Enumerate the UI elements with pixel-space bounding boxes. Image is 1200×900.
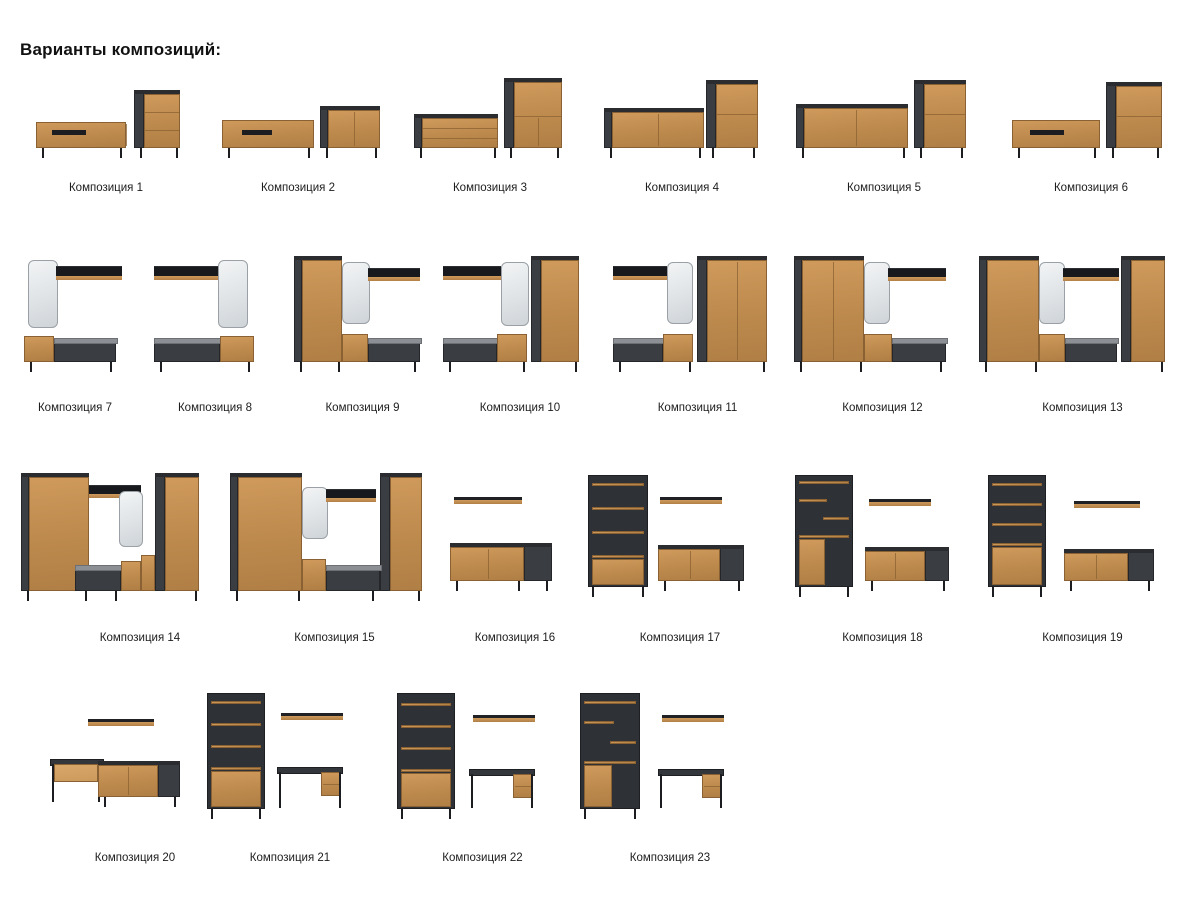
- composition-cell-22[interactable]: [385, 690, 580, 864]
- composition-cell-10[interactable]: [435, 255, 605, 414]
- composition-cell-6[interactable]: [1000, 70, 1182, 194]
- composition-label-14: Композиция 14: [99, 632, 181, 644]
- wall-shelf: [660, 497, 722, 505]
- composition-label-20: Композиция 20: [94, 852, 176, 864]
- composition-label-18: Композиция 18: [842, 632, 923, 644]
- composition-cell-5[interactable]: [788, 70, 980, 194]
- wall-shelf: [88, 719, 154, 727]
- mirror-panel: [302, 487, 328, 539]
- composition-thumb-1: [20, 70, 192, 180]
- composition-thumb-4: [596, 70, 768, 180]
- composition-thumb-11: [605, 255, 790, 400]
- composition-cell-2[interactable]: [212, 70, 384, 194]
- composition-thumb-2: [212, 70, 384, 180]
- composition-label-9: Композиция 9: [325, 402, 400, 414]
- wall-shelf: [1074, 501, 1140, 509]
- composition-cell-11[interactable]: [605, 255, 790, 414]
- composition-label-23: Композиция 23: [629, 852, 711, 864]
- composition-label-11: Композиция 11: [657, 402, 738, 414]
- composition-thumb-10: [435, 255, 605, 400]
- mirror-panel: [1039, 262, 1065, 324]
- composition-cell-16[interactable]: [440, 470, 590, 644]
- compositions-row-4: [0, 690, 1200, 865]
- mirror-panel: [119, 491, 143, 547]
- composition-label-13: Композиция 13: [1042, 402, 1123, 414]
- composition-cell-3[interactable]: [404, 70, 576, 194]
- composition-thumb-15: [222, 470, 447, 630]
- composition-cell-17[interactable]: [580, 470, 780, 644]
- mirror-panel: [342, 262, 370, 324]
- mirror-panel: [28, 260, 58, 328]
- wall-shelf: [869, 499, 931, 507]
- compositions-row-1: [0, 70, 1200, 220]
- composition-thumb-19: [980, 470, 1185, 630]
- mirror-panel: [501, 262, 529, 326]
- composition-thumb-18: [785, 470, 980, 630]
- composition-label-17: Композиция 17: [639, 632, 721, 644]
- composition-cell-8[interactable]: [140, 255, 290, 414]
- composition-thumb-17: [580, 470, 780, 630]
- composition-label-12: Композиция 12: [842, 402, 923, 414]
- composition-label-15: Композиция 15: [294, 632, 375, 644]
- composition-thumb-9: [290, 255, 435, 400]
- composition-cell-18[interactable]: [785, 470, 980, 644]
- composition-cell-23[interactable]: [570, 690, 770, 864]
- mirror-panel: [218, 260, 248, 328]
- compositions-grid: [0, 70, 1200, 864]
- composition-label-22: Композиция 22: [442, 852, 523, 864]
- composition-cell-9[interactable]: [290, 255, 435, 414]
- composition-label-2: Композиция 2: [260, 182, 336, 194]
- composition-thumb-12: [790, 255, 975, 400]
- wall-shelf: [454, 497, 522, 505]
- composition-label-5: Композиция 5: [846, 182, 922, 194]
- composition-label-6: Композиция 6: [1053, 182, 1129, 194]
- composition-cell-13[interactable]: [975, 255, 1190, 414]
- composition-thumb-3: [404, 70, 576, 180]
- compositions-row-3: [0, 470, 1200, 645]
- mirror-panel: [864, 262, 890, 324]
- composition-thumb-21: [195, 690, 385, 850]
- composition-cell-1[interactable]: [20, 70, 192, 194]
- composition-label-1: Композиция 1: [68, 182, 144, 194]
- page-title: Варианты композиций:: [20, 40, 222, 59]
- composition-thumb-22: [385, 690, 580, 850]
- composition-thumb-16: [440, 470, 590, 630]
- composition-thumb-8: [140, 255, 290, 400]
- composition-cell-15[interactable]: [222, 470, 447, 644]
- composition-label-4: Композиция 4: [644, 182, 720, 194]
- composition-cell-12[interactable]: [790, 255, 975, 414]
- composition-label-16: Композиция 16: [474, 632, 556, 644]
- compositions-row-2: [0, 255, 1200, 415]
- composition-label-10: Композиция 10: [479, 402, 561, 414]
- wall-shelf: [281, 713, 343, 721]
- composition-label-19: Композиция 19: [1042, 632, 1123, 644]
- composition-thumb-7: [10, 255, 140, 400]
- composition-cell-4[interactable]: [596, 70, 768, 194]
- composition-label-7: Композиция 7: [37, 402, 113, 414]
- composition-thumb-23: [570, 690, 770, 850]
- composition-thumb-13: [975, 255, 1190, 400]
- composition-label-3: Композиция 3: [452, 182, 528, 194]
- wall-shelf: [662, 715, 724, 723]
- composition-cell-7[interactable]: [10, 255, 140, 414]
- composition-cell-21[interactable]: [195, 690, 385, 864]
- composition-label-8: Композиция 8: [177, 402, 253, 414]
- composition-thumb-6: [1000, 70, 1182, 180]
- wall-shelf: [473, 715, 535, 723]
- mirror-panel: [667, 262, 693, 324]
- composition-label-21: Композиция 21: [249, 852, 331, 864]
- composition-cell-19[interactable]: [980, 470, 1185, 644]
- composition-thumb-5: [788, 70, 980, 180]
